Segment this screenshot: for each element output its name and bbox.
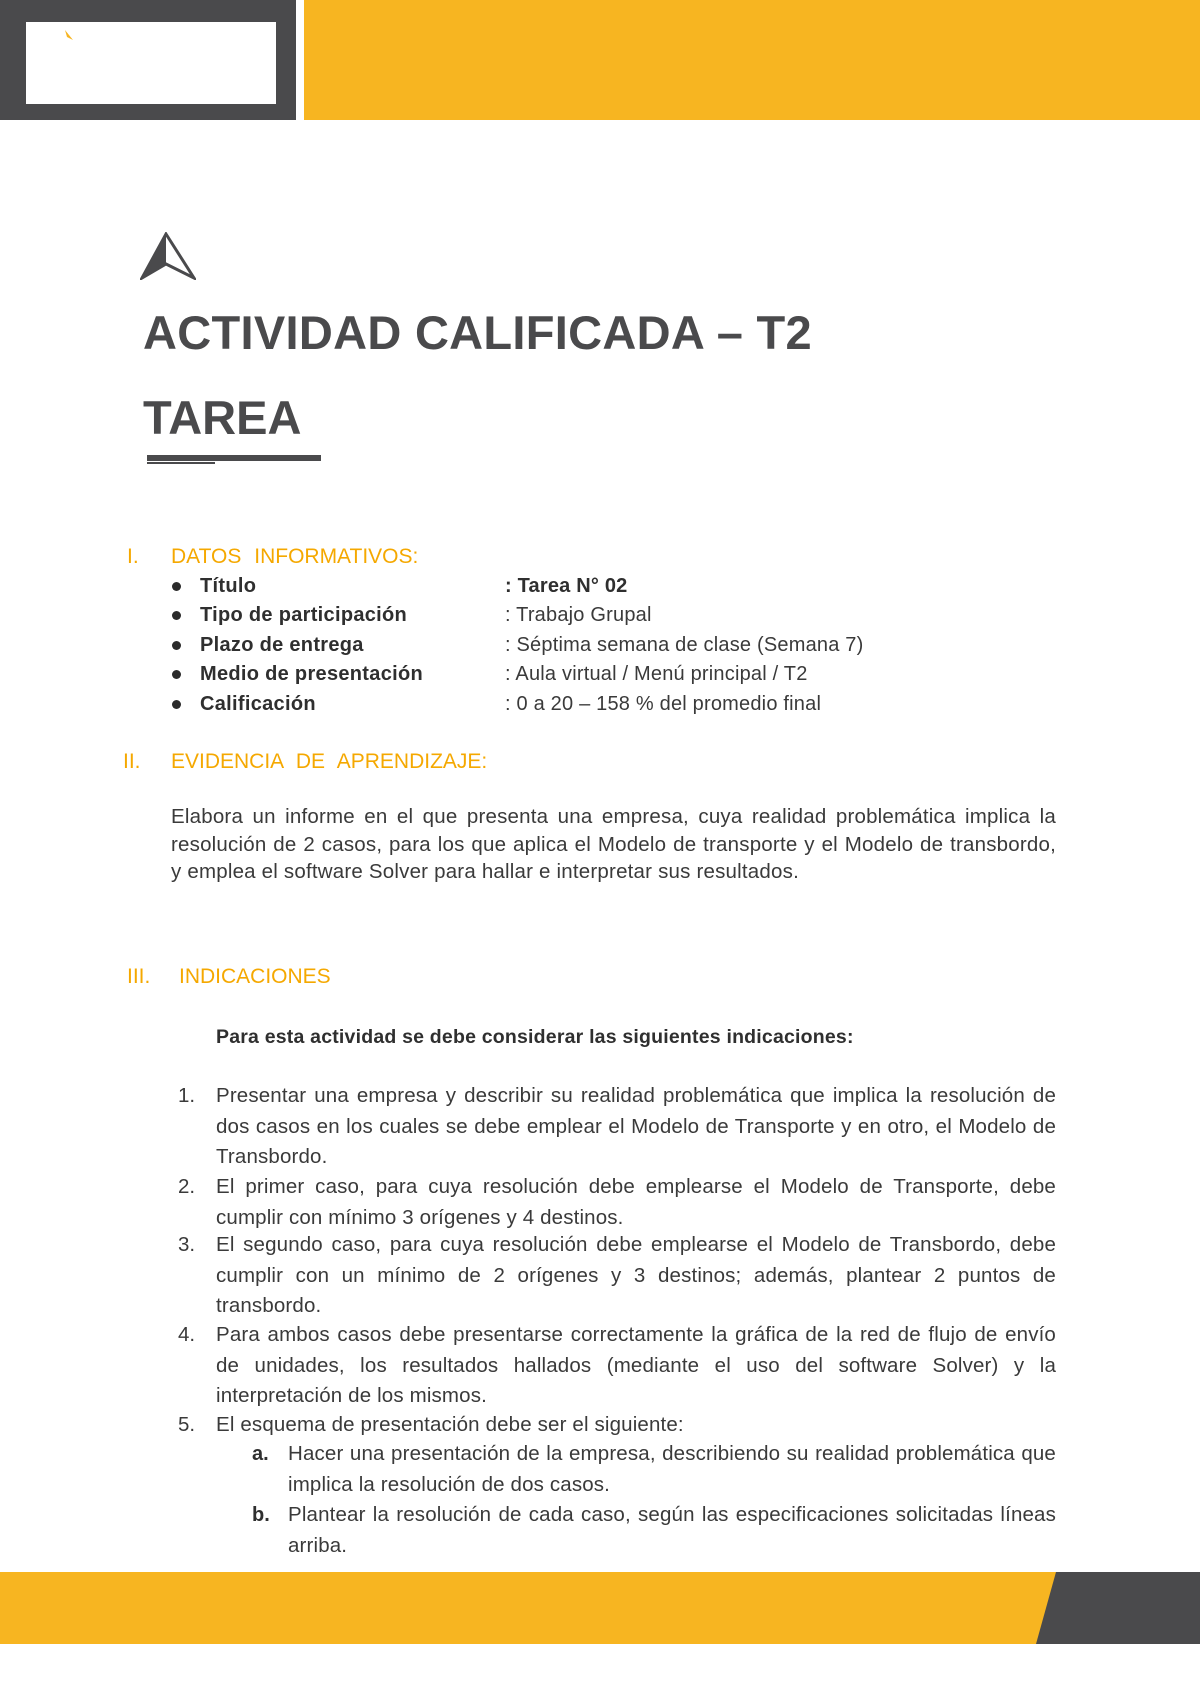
list-item: Para ambos casos debe presentarse correctamente la gráfica de la red de flujo de envío de unidades, los resultados hallados (mediante el uso del software Solver) y la interpretación de los mismos. xyxy=(216,1323,1056,1407)
page-subtitle: TAREA xyxy=(143,391,302,444)
bullet-dot-icon xyxy=(172,670,181,679)
bullet-dot-icon xyxy=(172,641,181,650)
sublist-letter: b. xyxy=(252,1504,270,1526)
sublist-letter: a. xyxy=(252,1443,269,1465)
section-label: EVIDENCIA DE APRENDIZAJE: xyxy=(171,750,488,773)
info-label: Medio de presentación xyxy=(200,663,424,685)
sublist-item: Plantear la resolución de cada caso, según las especificaciones solicitadas líneas arriba. xyxy=(288,1503,1056,1557)
title-underline-accent xyxy=(147,462,215,464)
info-value: : 0 a 20 – 158 % del promedio final xyxy=(505,693,822,715)
info-label: Título xyxy=(200,575,257,597)
list-number: 4. xyxy=(178,1323,196,1346)
section-label: INDICACIONES xyxy=(179,965,331,988)
list-item: El esquema de presentación debe ser el siguiente: xyxy=(216,1413,684,1436)
section-number: I. xyxy=(127,545,139,568)
bullet-dot-icon xyxy=(172,582,181,591)
footer-yellow-band xyxy=(0,1572,1200,1644)
info-label: Plazo de entrega xyxy=(200,634,364,656)
header-yellow-band xyxy=(304,0,1200,120)
list-number: 3. xyxy=(178,1233,196,1256)
header-separator xyxy=(296,0,304,120)
small-arrow-logo-icon xyxy=(62,28,76,42)
navigation-arrow-icon xyxy=(140,232,196,280)
info-label: Calificación xyxy=(200,693,316,715)
section-number: III. xyxy=(127,965,151,988)
title-underline xyxy=(147,455,321,461)
footer-dark-corner xyxy=(1036,1572,1200,1644)
list-number: 1. xyxy=(178,1084,196,1107)
list-item: Presentar una empresa y describir su realidad problemática que implica la resolución de dos casos en los cuales se debe emplear el Modelo de Transporte y en otro, el Modelo de Transbordo. xyxy=(216,1084,1056,1168)
bullet-dot-icon xyxy=(172,611,181,620)
info-value: : Aula virtual / Menú principal / T2 xyxy=(505,663,808,685)
sublist-item: Hacer una presentación de la empresa, describiendo su realidad problemática que implica la resolución de dos casos. xyxy=(288,1442,1056,1496)
info-value: : Trabajo Grupal xyxy=(505,604,652,626)
list-number: 5. xyxy=(178,1413,196,1436)
section-number: II. xyxy=(123,750,141,773)
info-value: : Tarea N° 02 xyxy=(505,575,628,597)
indications-lead: Para esta actividad se debe considerar las siguientes indicaciones: xyxy=(216,1026,854,1048)
bullet-dot-icon xyxy=(172,700,181,709)
evidence-paragraph: Elabora un informe en el que presenta una empresa, cuya realidad problemática implica la resolución de 2 casos, para los que aplica el Modelo de transporte y el Modelo de transbordo, y emplea el software Solver para hallar e interpretar sus resultados. xyxy=(171,805,1056,883)
page-title: ACTIVIDAD CALIFICADA – T2 xyxy=(143,306,812,359)
info-value: : Séptima semana de clase (Semana 7) xyxy=(505,634,864,656)
list-number: 2. xyxy=(178,1175,196,1198)
list-item: El primer caso, para cuya resolución debe emplearse el Modelo de Transporte, debe cumplir con mínimo 3 orígenes y 4 destinos. xyxy=(216,1175,1056,1229)
info-label: Tipo de participación xyxy=(200,604,408,626)
section-label: DATOS INFORMATIVOS: xyxy=(171,545,419,568)
list-item: El segundo caso, para cuya resolución debe emplearse el Modelo de Transbordo, debe cumplir con un mínimo de 2 orígenes y 3 destinos; además, plantear 2 puntos de transbordo. xyxy=(216,1233,1056,1317)
